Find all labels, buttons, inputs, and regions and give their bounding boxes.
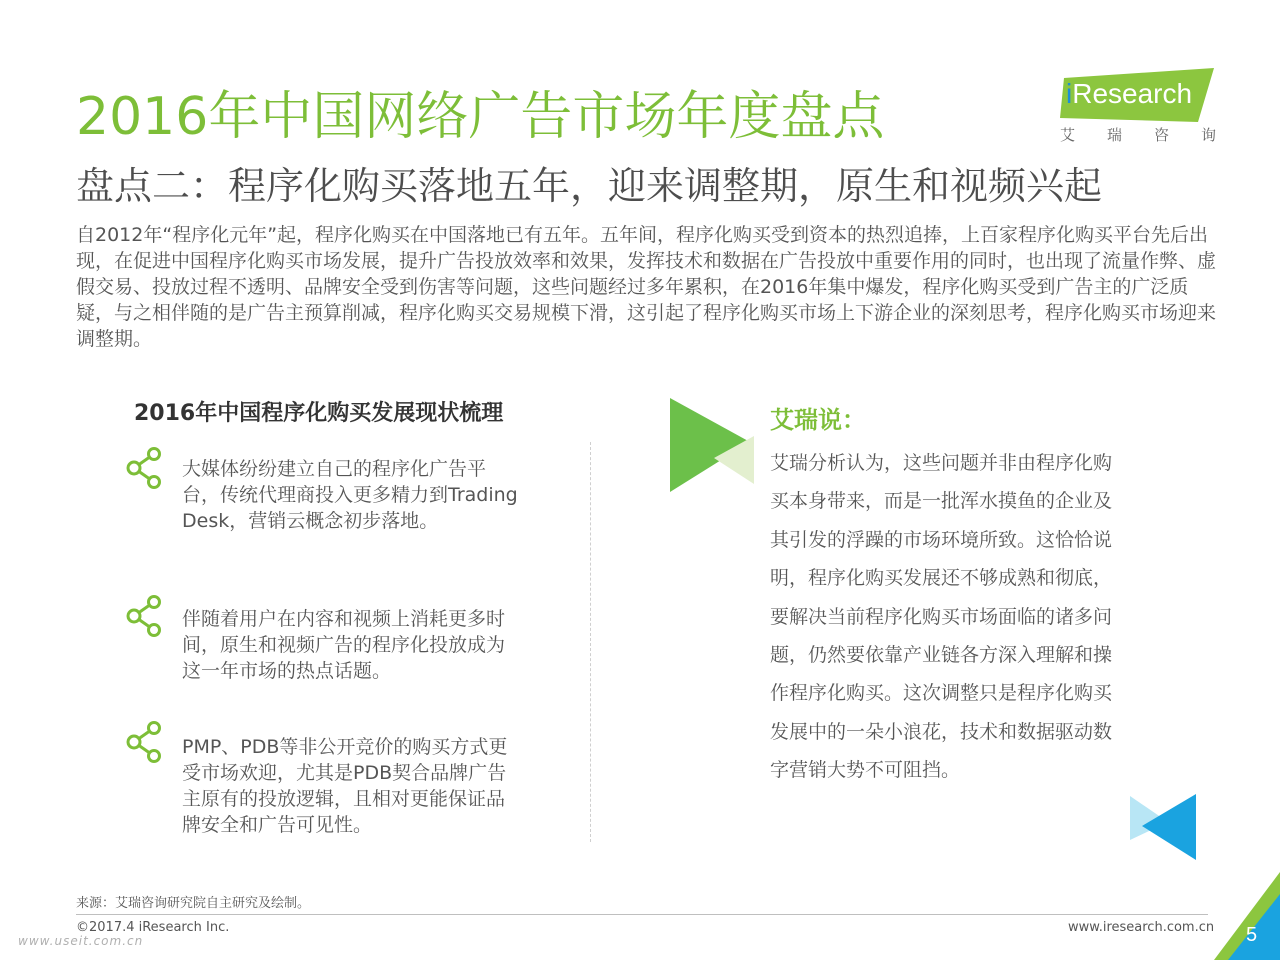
iresearch-logo: [1058, 68, 1218, 148]
page-number: 5: [1246, 924, 1258, 946]
play-triangle-icon: [668, 396, 760, 496]
logo-cn-char: 咨: [1153, 126, 1169, 144]
watermark: www.useit.com.cn: [18, 934, 144, 948]
intro-paragraph: 自2012年“程序化元年”起，程序化购买在中国落地已有五年。五年间，程序化购买受到资本的热烈追捧，上百家程序化购买平台先后出现，在促进中国程序化购买市场发展，提升广告投放效率和效果，发挥技术和数据在广告投放中重要作用的同时，也出现了流量作弊、虚假交易、投放过程不透明、品牌安全受到伤害等问题，这些问题经过多年累积，在2016年集中爆发，程序化购买受到广告主的广泛质疑，与之相伴随的是广告主预算削减，程序化购买交易规模下滑，这引起了程序化购买市场上下游企业的深刻思考，程序化购买市场迎来调整期。: [76, 224, 1217, 350]
share-icon: [124, 720, 164, 764]
source-note: 来源：艾瑞咨询研究院自主研究及绘制。: [76, 896, 311, 911]
page-title: 2016年中国网络广告市场年度盘点: [76, 87, 885, 147]
decorative-triangle-icon: [1128, 792, 1200, 862]
list-item-text: PMP、PDB等非公开竞价的购买方式更受市场欢迎，尤其是PDB契合品牌广告主原有的投放逻辑，且相对更能保证品牌安全和广告可见性。: [182, 736, 508, 836]
column-divider: [590, 442, 591, 842]
logo-cn-char: 询: [1200, 126, 1216, 144]
list-item: [124, 720, 524, 840]
copyright-text: ©2017.4 iResearch Inc.: [76, 920, 230, 935]
logo-brand-name: Research: [1072, 78, 1193, 109]
iresearch-says-title: 艾瑞说：: [770, 406, 866, 434]
list-item-text: 伴随着用户在内容和视频上消耗更多时间，原生和视频广告的程序化投放成为这一年市场的热点话题。: [182, 608, 506, 682]
share-icon: [124, 594, 164, 638]
list-item: [124, 594, 524, 694]
logo-chinese-name: [1060, 124, 1216, 145]
footer-divider: [76, 914, 1208, 915]
left-section-heading: 2016年中国程序化购买发展现状梳理: [134, 401, 504, 426]
logo-wordmark: [1066, 78, 1192, 110]
list-item-text: 大媒体纷纷建立自己的程序化广告平台，传统代理商投入更多精力到Trading Desk，营销云概念初步落地。: [182, 458, 518, 532]
list-item: [124, 446, 524, 566]
logo-prefix: i: [1066, 78, 1073, 109]
logo-cn-char: 瑞: [1106, 126, 1122, 144]
logo-cn-char: 艾: [1060, 126, 1076, 144]
share-icon: [124, 446, 164, 490]
page-subtitle: 盘点二：程序化购买落地五年，迎来调整期，原生和视频兴起: [76, 164, 1103, 208]
website-link[interactable]: www.iresearch.com.cn: [1068, 920, 1215, 935]
iresearch-says-body: 艾瑞分析认为，这些问题并非由程序化购买本身带来，而是一批浑水摸鱼的企业及其引发的浮躁的市场环境所致。这恰恰说明，程序化购买发展还不够成熟和彻底，要解决当前程序化购买市场面临的诸多问题，仍然要依靠产业链各方深入理解和操作程序化购买。这次调整只是程序化购买发展中的一朵小浪花，技术和数据驱动数字营销大势不可阻挡。: [770, 452, 1113, 782]
